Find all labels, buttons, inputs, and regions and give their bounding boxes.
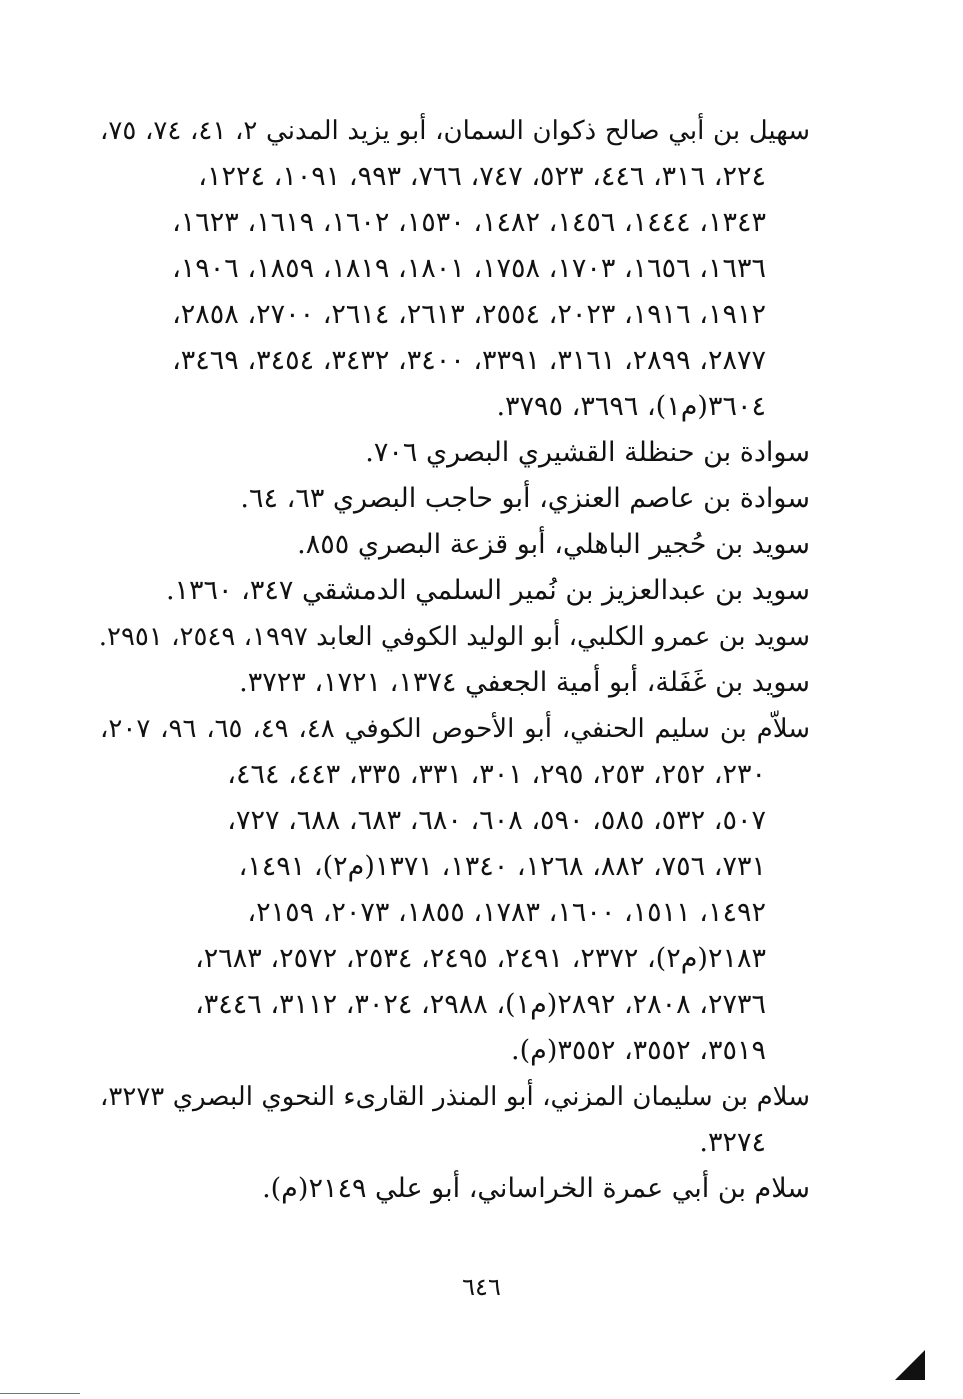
entry-line: ٢١٨٣(م٢)، ٢٣٧٢، ٢٤٩١، ٢٤٩٥، ٢٥٣٤، ٢٥٧٢، ٢٦٨٣،: [195, 943, 766, 974]
entry-line: سهيل بن أبي صالح ذكوان السمان، أبو يزيد المدني ٢، ٤١، ٧٤، ٧٥،: [100, 116, 811, 146]
entry-line: سويد بن عبدالعزيز بن نُمير السلمي الدمشقي ٣٤٧، ١٣٦٠.: [165, 575, 810, 606]
entry-line: ٥٠٧، ٥٣٢، ٥٨٥، ٥٩٠، ٦٠٨، ٦٨٠، ٦٨٣، ٦٨٨، ٧٢٧،: [227, 805, 766, 836]
entry-line: سويد بن حُجير الباهلي، أبو قزعة البصري ٨٥٥.: [297, 529, 810, 560]
entry-line: ٢٨٧٧، ٢٨٩٩، ٣١٦١، ٣٣٩١، ٣٤٠٠، ٣٤٣٢، ٣٤٥٤، ٣٤٦٩،: [172, 345, 766, 376]
entry-line: سويد بن غَفَلة، أبو أمية الجعفي ١٣٧٤، ١٧٢١، ٣٧٢٣.: [239, 667, 810, 698]
entry-line: ٧٣١، ٧٥٦، ٨٨٢، ١٢٦٨، ١٣٤٠، ١٣٧١(م٢)، ١٤٩١،: [238, 851, 766, 882]
entry-line: سويد بن عمرو الكلبي، أبو الوليد الكوفي العابد ١٩٩٧، ٢٥٤٩، ٢٩٥١.: [98, 622, 810, 652]
entry-line: ٣٢٧٤.: [699, 1127, 766, 1158]
entry-line: ٢٢٤، ٣١٦، ٤٤٦، ٥٢٣، ٧٤٧، ٧٦٦، ٩٩٣، ١٠٩١، ١٢٢٤،: [198, 161, 766, 192]
corner-triangle-icon: [895, 1350, 925, 1380]
entry-line: ٢٧٣٦، ٢٨٠٨، ٢٨٩٢(م١)، ٢٩٨٨، ٣٠٢٤، ٣١١٢، ٣٤٤٦،: [195, 989, 766, 1020]
entry-line: ٣٥١٩، ٣٥٥٢، ٣٥٥٢(م).: [510, 1035, 766, 1066]
scan-edge-divider: [0, 1393, 80, 1394]
entry-line: سوادة بن حنظلة القشيري البصري ٧٠٦.: [365, 437, 810, 468]
entry-line: ١٩١٢، ١٩١٦، ٢٠٢٣، ٢٥٥٤، ٢٦١٣، ٢٦١٤، ٢٧٠٠، ٢٨٥٨،: [172, 299, 766, 330]
entry-line: ١٣٤٣، ١٤٤٤، ١٤٥٦، ١٤٨٢، ١٥٣٠، ١٦٠٢، ١٦١٩، ١٦٢٣،: [172, 207, 766, 238]
page-number: ٦٤٦: [462, 1273, 501, 1301]
entry-line: سوادة بن عاصم العنزي، أبو حاجب البصري ٦٣، ٦٤.: [240, 483, 810, 514]
entry-line: ٢٣٠، ٢٥٢، ٢٥٣، ٢٩٥، ٣٠١، ٣٣١، ٣٣٥، ٤٤٣، ٤٦٤،: [227, 759, 766, 790]
entry-line: سلاّم بن سليم الحنفي، أبو الأحوص الكوفي ٤٨، ٤٩، ٦٥، ٩٦، ٢٠٧،: [100, 714, 811, 744]
entry-line: سلام بن أبي عمرة الخراساني، أبو علي ٢١٤٩(م).: [262, 1173, 810, 1204]
entry-line: ١٦٣٦، ١٦٥٦، ١٧٠٣، ١٧٥٨، ١٨٠١، ١٨١٩، ١٨٥٩، ١٩٠٦،: [172, 253, 766, 284]
entry-line: ١٤٩٢، ١٥١١، ١٦٠٠، ١٧٨٣، ١٨٥٥، ٢٠٧٣، ٢١٥٩،: [247, 897, 766, 928]
entry-line: سلام بن سليمان المزني، أبو المنذر القارىء النحوي البصري ٣٢٧٣،: [100, 1082, 810, 1112]
entry-line: ٣٦٠٤(م١)، ٣٦٩٦، ٣٧٩٥.: [496, 391, 766, 422]
